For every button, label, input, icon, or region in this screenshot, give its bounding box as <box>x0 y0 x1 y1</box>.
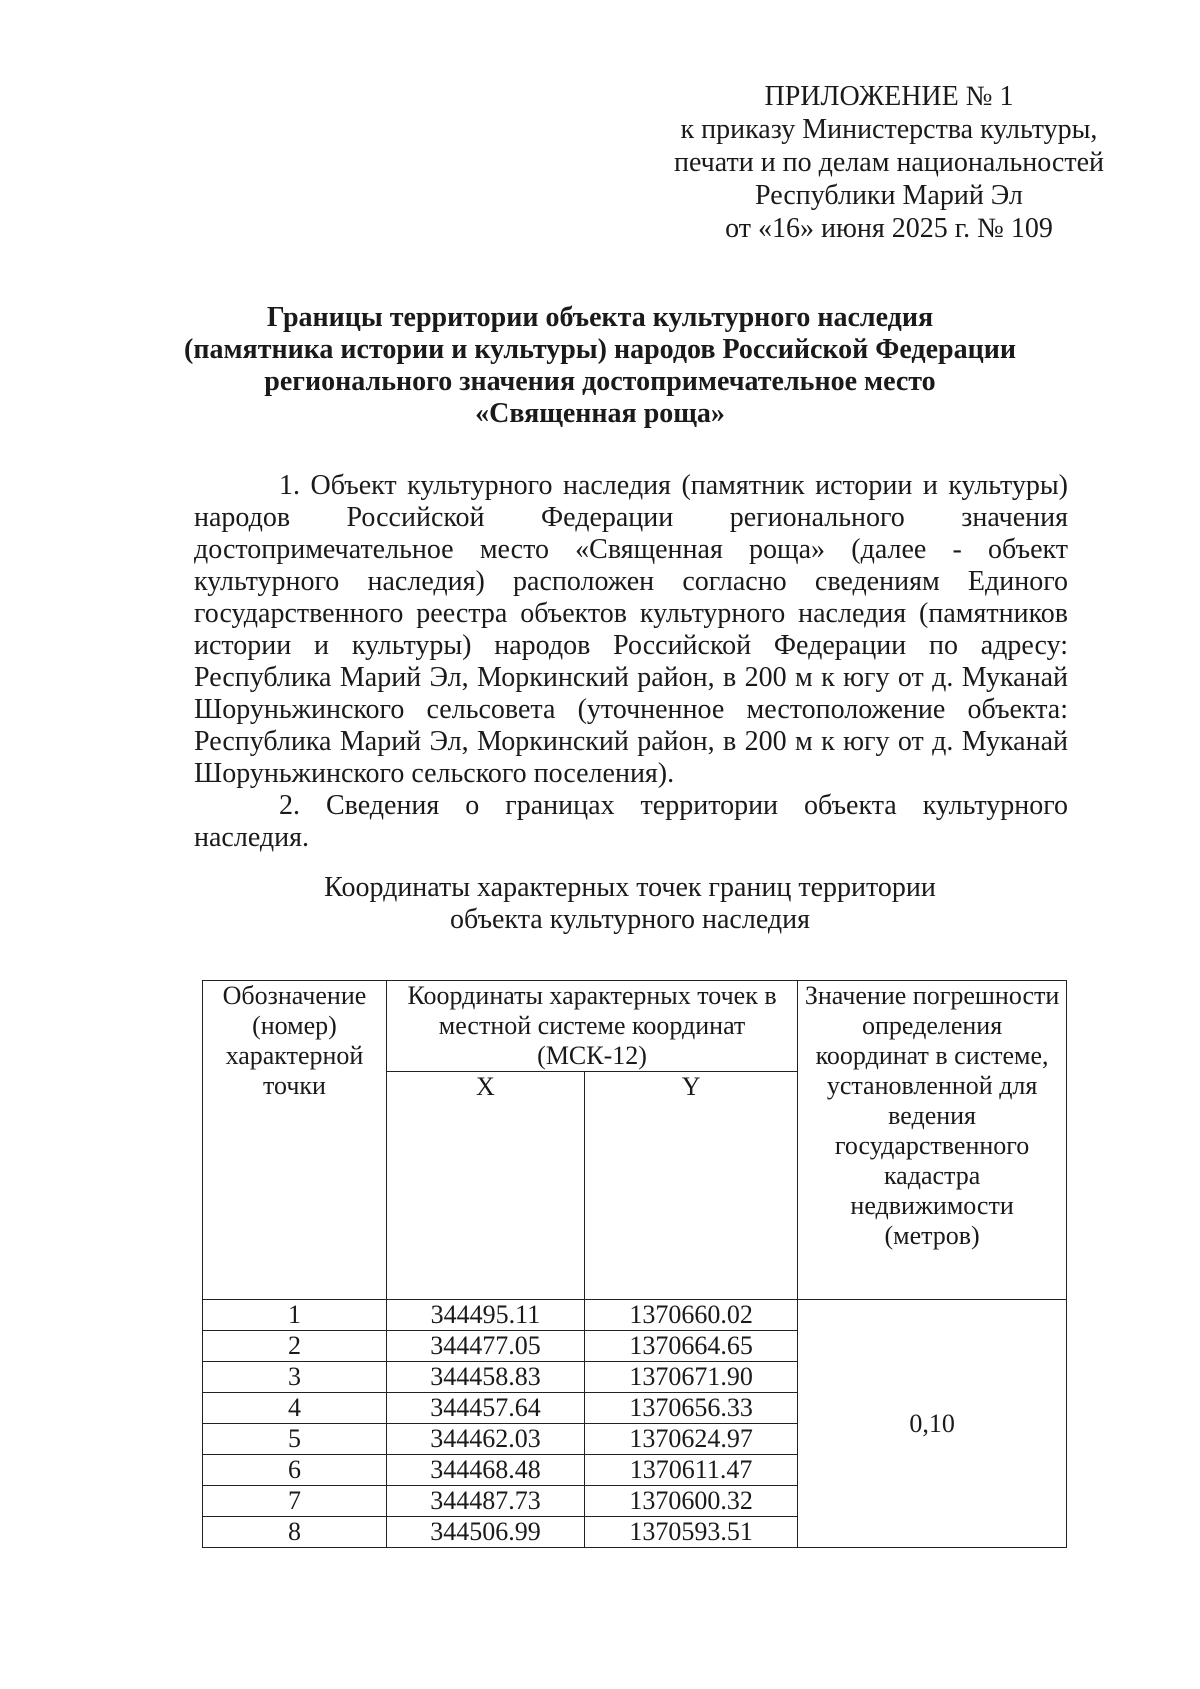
title-line: регионального значения достопримечательное место <box>264 366 936 397</box>
cell-x: 344457.64 <box>386 1393 584 1424</box>
appendix-line: ПРИЛОЖЕНИЕ № 1 <box>764 81 1014 112</box>
caption-line: объекта культурного наследия <box>450 904 810 935</box>
paragraph-1: 1. Объект культурного наследия (памятник истории и культуры) народов Российской Федерации регионального значения достопримечательное место «Священная роща» (далее - объект культурного наследия) расположен согласно сведениям Единого государственного реестра объектов культурного наследия (памятников истории и культуры) народов Российской Федерации по адресу: Республика Марий Эл, Моркинский район, в 200 м к югу от д. Муканай Шоруньжинского сельсовета (уточненное местоположение объекта: Республика Марий Эл, Моркинский район, в 200 м к югу от д. Муканай Шоруньжинского сельского поселения). <box>194 470 1068 789</box>
appendix-header <box>674 80 1104 245</box>
table-header-row <box>203 981 1067 1072</box>
cell-point: 8 <box>203 1517 387 1548</box>
caption-line: Координаты характерных точек границ территории <box>324 872 936 903</box>
title-line: «Священная роща» <box>475 398 725 429</box>
cell-point: 4 <box>203 1393 387 1424</box>
document-title <box>120 302 1080 430</box>
cell-y: 1370600.32 <box>584 1486 797 1517</box>
appendix-line: Республики Марий Эл <box>755 180 1023 211</box>
cell-y: 1370660.02 <box>584 1300 797 1331</box>
header-error: Значение погрешности определения координат в системе, установленной для ведения государственного кадастра недвижимости (метров) <box>798 981 1067 1300</box>
header-point: Обозначение (номер) характерной точки <box>203 981 387 1300</box>
cell-x: 344506.99 <box>386 1517 584 1548</box>
cell-x: 344477.05 <box>386 1331 584 1362</box>
appendix-line: печати и по делам национальностей <box>673 147 1104 178</box>
cell-point: 3 <box>203 1362 387 1393</box>
header-x: X <box>386 1072 584 1300</box>
title-line: Границы территории объекта культурного наследия <box>266 302 934 333</box>
cell-point: 2 <box>203 1331 387 1362</box>
cell-point: 5 <box>203 1424 387 1455</box>
appendix-line: от «16» июня 2025 г. № 109 <box>725 213 1053 244</box>
cell-y: 1370611.47 <box>584 1455 797 1486</box>
paragraph-2: 2. Сведения о границах территории объекта культурного наследия. <box>194 790 1068 853</box>
cell-error-value: 0,10 <box>798 1300 1067 1548</box>
cell-y: 1370656.33 <box>584 1393 797 1424</box>
cell-x: 344495.11 <box>386 1300 584 1331</box>
cell-y: 1370671.90 <box>584 1362 797 1393</box>
cell-x: 344468.48 <box>386 1455 584 1486</box>
table-row <box>203 1300 1067 1331</box>
cell-point: 1 <box>203 1300 387 1331</box>
cell-x: 344458.83 <box>386 1362 584 1393</box>
coordinates-table <box>202 980 1067 1548</box>
cell-y: 1370624.97 <box>584 1424 797 1455</box>
title-line: (памятника истории и культуры) народов Российской Федерации <box>184 334 1016 365</box>
table-caption <box>200 872 1060 936</box>
cell-x: 344487.73 <box>386 1486 584 1517</box>
header-coordinates: Координаты характерных точек в местной системе координат (МСК-12) <box>386 981 797 1072</box>
cell-point: 6 <box>203 1455 387 1486</box>
cell-y: 1370664.65 <box>584 1331 797 1362</box>
header-y: Y <box>584 1072 797 1300</box>
appendix-line: к приказу Министерства культуры, <box>680 114 1098 145</box>
cell-point: 7 <box>203 1486 387 1517</box>
cell-x: 344462.03 <box>386 1424 584 1455</box>
cell-y: 1370593.51 <box>584 1517 797 1548</box>
body-text <box>194 470 1068 854</box>
